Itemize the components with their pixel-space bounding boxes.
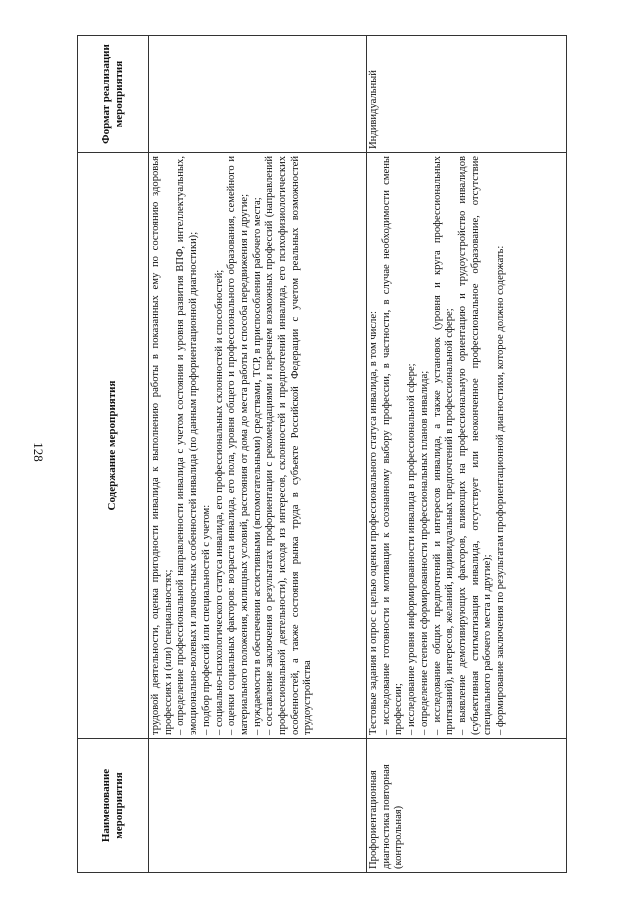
row1-text-1: – определение профессиональной направленности инвалида с учетом состояния и уровня развития ВПФ, интеллектуальных, эмоционально-волевых и личностных особенностей инвалида (по данным профориентационной диагностики); <box>175 156 200 735</box>
row2-content <box>367 153 567 739</box>
row1-text-6: – составление заключения о результатах профориентации с рекомендациями и перечнем возможных профессий (направлений профессиональной деятельности), исходя из интересов, склонностей и предпочтений инвалида, его психофизиологических особенностей, а также состояния рынка труда в субъекте Российской Федерации с учетом реальных возможностей трудоустройства <box>264 156 314 735</box>
row2-text-6: – формирование заключения по результатам профориентационной диагностики, которое должно содержать: <box>495 245 507 735</box>
row2-text-4: – исследование общих предпочтений и интересов инвалида, а также установок (уровня и круга профессиональных притязаний), интересов, желаний, индивидуальных предпочтений в профессиональной сфере; <box>431 156 456 735</box>
row2-text-2: – исследование уровня информированности инвалида в профессиональной сфере; <box>406 363 418 735</box>
row1-text-3: – социально-психологического статуса инвалида, его профессиональных склонностей и способностей; <box>213 269 225 735</box>
row2-text-5: – выявление демотивирующих факторов, влияющих на профессиональную ориентацию и трудоустройство инвалидов (субъективная стигматизация инвалида, отсутствует или неоконченное профессиональное образование, отсутствие специального рабочего места и другие); <box>456 156 494 735</box>
row1-text-0: трудовой деятельности, оценка пригодности инвалида к выполнению работы в показанных ему по состоянию здоровья профессиях и (или) специальностях; <box>150 156 174 735</box>
row2-name: Профориентационная диагностика повторная (контрольная) <box>367 739 567 873</box>
row1-text-4: – оценки социальных факторов: возраста инвалида, его пола, уровня общего и профессионального образования, семейного и материального положения, жилищных условий, расстояния от дома до места работы и способа передвижения и другие; <box>226 156 250 735</box>
row1-format <box>149 36 367 153</box>
table-row <box>367 36 567 873</box>
row1-text-2: – подбор профессий или специальностей с учетом: <box>200 504 212 735</box>
activities-table <box>77 35 567 873</box>
table-row <box>149 36 367 873</box>
row2-format: Индивидуальный <box>367 36 567 153</box>
row1-name <box>149 739 367 873</box>
table-header-row <box>78 36 149 873</box>
row2-text-1: – исследование готовности и мотивации к осознанному выбору профессии, в частности, в случае необходимости смены профессии; <box>380 156 405 735</box>
row2-text-3: – определение степени сформированности профессиональных планов инвалида; <box>418 370 430 735</box>
header-content: Содержание мероприятия <box>78 153 149 739</box>
header-name: Наименование мероприятия <box>78 739 149 873</box>
page-number: 128 <box>31 442 46 462</box>
header-format: Формат реализации мероприятия <box>78 36 149 153</box>
row2-text-0: Тестовые задания и опрос с целью оценки профессионального статуса инвалида, в том числе: <box>368 311 379 735</box>
row1-text-5: – нуждаемости в обеспечении ассистивными (вспомогательными) средствами, ТСР, в приспособлении рабочего места; <box>251 197 263 735</box>
rotated-page-content <box>77 36 567 873</box>
row1-content <box>149 153 367 739</box>
